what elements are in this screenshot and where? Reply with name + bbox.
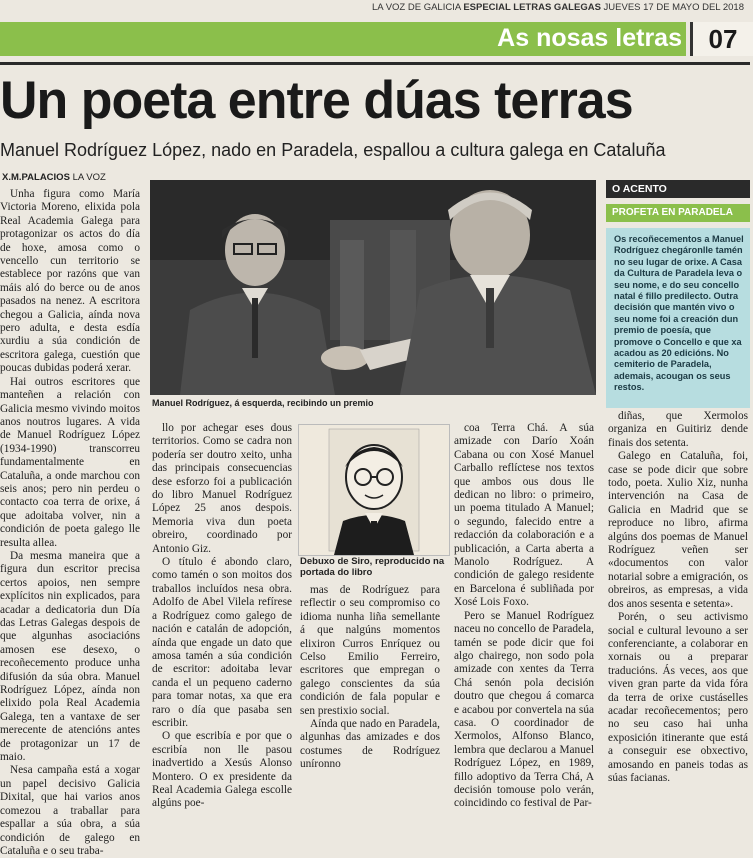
portrait-drawing	[298, 424, 450, 556]
sidebar-tag: O ACENTO	[606, 180, 750, 198]
paragraph: Porén, o seu activismo social e cultural levouno a ser conferenciante, a colaborar en xornais ou a preparar traducións. Ás veces, aos que viven gran parte da vida fóra da terra de orixe custáselles acadar recoñecementos; pero no seu caso hai unha exposición itinerante que está a conseguir ese obxectivo, amosando en paneis todas as súas facianas.	[608, 611, 748, 784]
paragraph: Pero se Manuel Rodríguez naceu no concello de Paradela, tamén se pode dicir que foi algo chairego, non sodo pola amizade con xentes da Terra Chá senón pola decisión doutro que chegou á comarca e acabou por convertela na súa casa. O coordinador de Xermolos, Alfonso Blanco, lembra que declarou a Manuel Rodríguez López, en 1989, fillo adoptivo da Terra Chá, A decisión tomouse polo verán, coincidindo co festival de Par-	[454, 609, 594, 810]
article-column-1	[0, 188, 140, 857]
byline-outlet: LA VOZ	[72, 172, 106, 183]
paragraph: O que escribía e por que o escribía non lle pasou inadvertido a Xesús Alonso Montero. O ex presidente da Real Academia Galega escolle algúns poe-	[152, 730, 292, 810]
masthead-date: JUEVES 17 DE MAYO DEL 2018	[603, 2, 744, 13]
masthead-special: ESPECIAL LETRAS GALEGAS	[463, 2, 601, 13]
byline	[2, 172, 106, 183]
byline-author: X.M.PALACIOS	[2, 172, 70, 183]
sidebar-box	[606, 180, 750, 408]
article-column-5	[608, 410, 748, 784]
masthead-paper: LA VOZ DE GALICIA	[371, 2, 461, 13]
subtitle: Manuel Rodríguez López, nado en Paradela, espallou a cultura galega en Cataluña	[0, 140, 666, 160]
sidebar-text: Os recoñecementos a Manuel Rodríguez chegáronlle tamén no seu lugar de orixe. A Casa da Cultura de Paradela leva o seu nome, e do seu concello natal é fillo predilecto. Outra decisión que mantén vivo o seu nome foi a creación dun premio de poesía, que promove o Concello e que xa acadou as 20 edicións. No cemiterio de Paradela, ademais, acougan os seus restos.	[606, 228, 750, 408]
page-number: 07	[690, 22, 753, 56]
article-column-4	[454, 422, 594, 810]
article-column-3	[300, 584, 440, 771]
section-label: As nosas letras	[497, 24, 682, 52]
masthead-line	[0, 0, 750, 15]
section-bar	[0, 22, 750, 56]
paragraph: llo por achegar eses dous territorios. Como se cadra non podería ser doutro xeito, unha das principais consecuencias dese esforzo foi a publicación do libro Manuel Rodríguez López 25 anos despois. Memoria viva dun poeta obreiro, coordinado por Antonio Giz.	[152, 422, 292, 555]
paragraph: Hai outros escritores que manteñen a relación con Galicia mesmo vivindo moitos anos noutros lugares. A vida de Manuel Rodríguez López (1934-1990) transcorreu fundamentalmente en Cataluña, a onde marchou con seis anos; pero nin perdeu o contacto coa terra de orixe, á que adoitaba volver, nin a condición de poeta galego lle resulta allea.	[0, 375, 140, 549]
paragraph: O título é abondo claro, como tamén o son moitos dos traballos incluídos nesa obra. Adolfo de Abel Vilela refírese a Rodríguez como galego de nación e catalán de adopción, aínda que engade un dato que amosa tamén a súa condición de escritor: adoitaba levar canda el un pequeno caderno para tomar notas, xa que era raro o día que pasaba sen escribir.	[152, 556, 292, 729]
paragraph: Galego en Cataluña, foi, case se pode dicir que sobre todo, poeta. Xulio Xiz, nunha intervención na Casa de Galicia en Madrid que se reproduce no libro, afirma algúns dos poemas de Manuel Rodríguez veñen ser «documentos con valor notarial sobre a emigración, os obreiros, as empresas, a vida dos anos sesenta e setenta».	[608, 450, 748, 610]
paragraph: Unha figura como María Victoria Moreno, elixida pola Real Academia Galega para protagonizar os actos do día de hoxe, amosa como o vencello cun territorio se establece por razóns que van máis aló do berce ou de anos pasados na nenez. A escritora chegou a Galicia, aínda nova pero adulta, e desta esdía xurdiu a súa condición de escritora galega, cuestión que poucas dubidas poderá xerar.	[0, 188, 140, 375]
photo-caption: Manuel Rodríguez, á esquerda, recibindo un premio	[152, 398, 374, 408]
paragraph: Da mesma maneira que a figura dun escritor precisa certos apoios, nen sempre explícitos nin explicados, para acadar a dedicatoria dun Día das Letras Galegas despois de que algunhas asociacións amosen ese desexo, o recoñecemento produce unha difusión da súa obra. Manuel Rodríguez López, aínda non elixido pola Real Academia Galega, ten a vantaxe de ser merecente de atencións antes de protagonizar un 17 de maio.	[0, 549, 140, 764]
paragraph: Nesa campaña está a xogar un papel decisivo Galicia Dixital, que hai varios anos comezou a traballar para espallar a súa obra, a súa condición de galego en Cataluña e o seu traba-	[0, 764, 140, 857]
award-photo	[150, 180, 596, 395]
drawing-caption: Debuxo de Siro, reproducido na portada do libro	[300, 556, 445, 578]
sidebar-title: PROFETA EN PARADELA	[606, 204, 750, 222]
article-column-2	[152, 422, 292, 810]
paragraph: Aínda que nado en Paradela, algunhas das amizades e dos costumes de Rodríguez uníronno	[300, 718, 440, 771]
paragraph: diñas, que Xermolos organiza en Guitiriz dende finais dos setenta.	[608, 410, 748, 449]
paragraph: coa Terra Chá. A súa amizade con Darío Xoán Cabana ou con Xosé Manuel Carballo reflíctese nos textos que ambos ous dous lle dedican no libro: o primeiro, un poema titulado A Manuel; o segundo, falecido entre a redacción da colaboración e a publicación, a Carta aberta a Manolo Rodríguez. A condición de galego residente en Barcelona é subliñada por Xosé Lois Foxo.	[454, 422, 594, 609]
header-rule	[0, 62, 750, 65]
headline: Un poeta entre dúas terras	[0, 71, 633, 130]
paragraph: mas de Rodríguez para reflectir o seu compromiso co idioma nunha liña semellante á que nalgúns momentos elixiron Curros Enríquez ou Celso Emilio Ferreiro, escritores que empregan o galego conscientes da súa condición de fala popular e sen prestixio social.	[300, 584, 440, 717]
